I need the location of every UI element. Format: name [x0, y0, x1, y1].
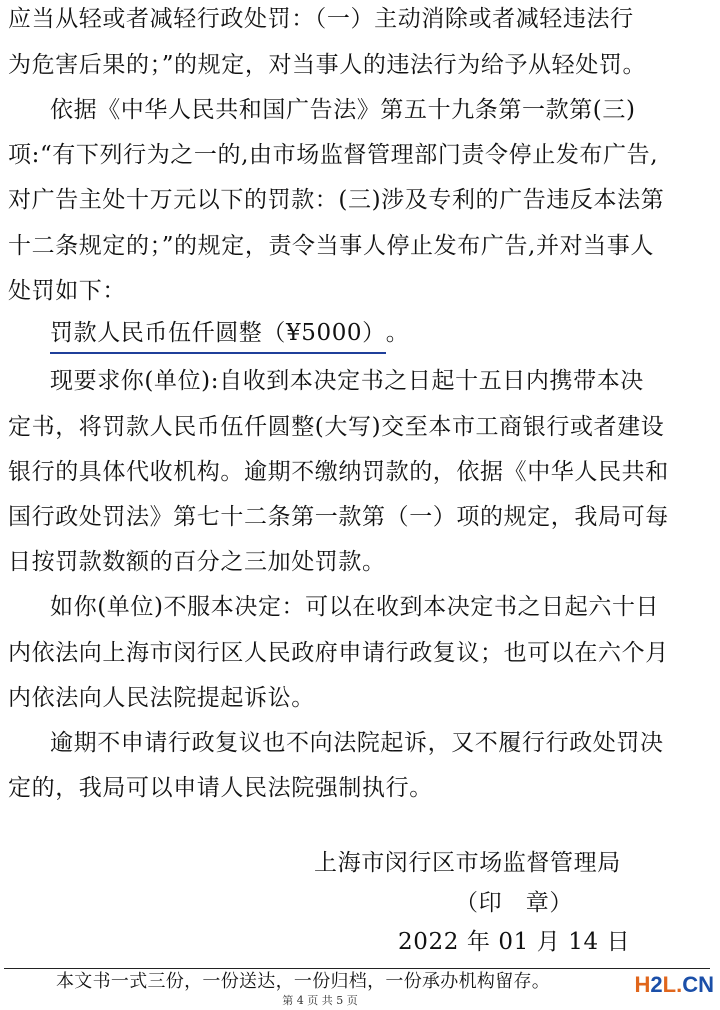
- page-number: 第 4 页 共 5 页: [282, 994, 358, 1007]
- footer-divider: [4, 968, 710, 969]
- paragraph-1-line-2: 为危害后果的；”的规定，对当事人的违法行为给予从轻处罚。: [8, 52, 647, 78]
- footer-note: 本文书一式三份，一份送达，一份归档，一份承办机构留存。: [56, 971, 551, 992]
- watermark-dot: .: [676, 972, 683, 997]
- watermark-cn: CN: [682, 972, 714, 997]
- paragraph-4-line-5: 日按罚款数额的百分之三加处罚款。: [8, 549, 386, 575]
- paragraph-4-line-2: 定书，将罚款人民币伍仟圆整(大写)交至本市工商银行或者建设: [8, 414, 665, 440]
- paragraph-6-line-1: 逾期不申请行政复议也不向法院起诉，又不履行行政处罚决: [50, 730, 664, 756]
- paragraph-5-line-3: 内依法向人民法院提起诉讼。: [8, 685, 315, 711]
- fine-amount-text: 罚款人民币伍仟圆整（¥5000）: [50, 318, 386, 354]
- fine-amount-period: 。: [385, 320, 410, 346]
- paragraph-2-line-3: 对广告主处十万元以下的罚款：(三)涉及专利的广告违反本法第: [8, 187, 665, 213]
- seal-label: （印 章）: [455, 890, 573, 916]
- site-watermark-logo: [635, 972, 715, 998]
- watermark-letter-l: L: [662, 972, 677, 997]
- paragraph-4-line-3: 银行的具体代收机构。逾期不缴纳罚款的，依据《中华人民共和: [8, 459, 669, 485]
- paragraph-2-line-2: 项:“有下列行为之一的,由市场监督管理部门责令停止发布广告,: [8, 142, 659, 168]
- paragraph-4-line-4: 国行政处罚法》第七十二条第一款第（一）项的规定，我局可每: [8, 504, 669, 530]
- paragraph-5-line-1: 如你(单位)不服本决定：可以在收到本决定书之日起六十日: [50, 594, 660, 620]
- paragraph-5-line-2: 内依法向上海市闵行区人民政府申请行政复议；也可以在六个月: [8, 640, 669, 666]
- watermark-digit-2: 2: [650, 972, 663, 997]
- paragraph-4-line-1: 现要求你(单位):自收到本决定书之日起十五日内携带本决: [50, 368, 644, 394]
- issuing-authority: 上海市闵行区市场监督管理局: [314, 850, 621, 876]
- fine-amount-line: [0, 318, 720, 354]
- paragraph-2-line-4: 十二条规定的；”的规定，责令当事人停止发布广告,并对当事人: [8, 233, 654, 259]
- paragraph-1-line-1: 应当从轻或者减轻行政处罚：（一）主动消除或者减轻违法行: [8, 6, 634, 32]
- signature-date: 2022 年 01 月 14 日: [398, 929, 631, 955]
- paragraph-6-line-2: 定的，我局可以申请人民法院强制执行。: [8, 775, 433, 801]
- paragraph-2-line-1: 依据《中华人民共和国广告法》第五十九条第一款第(三): [50, 97, 636, 123]
- paragraph-2-line-5: 处罚如下：: [8, 278, 126, 304]
- watermark-letter-h: H: [634, 972, 651, 997]
